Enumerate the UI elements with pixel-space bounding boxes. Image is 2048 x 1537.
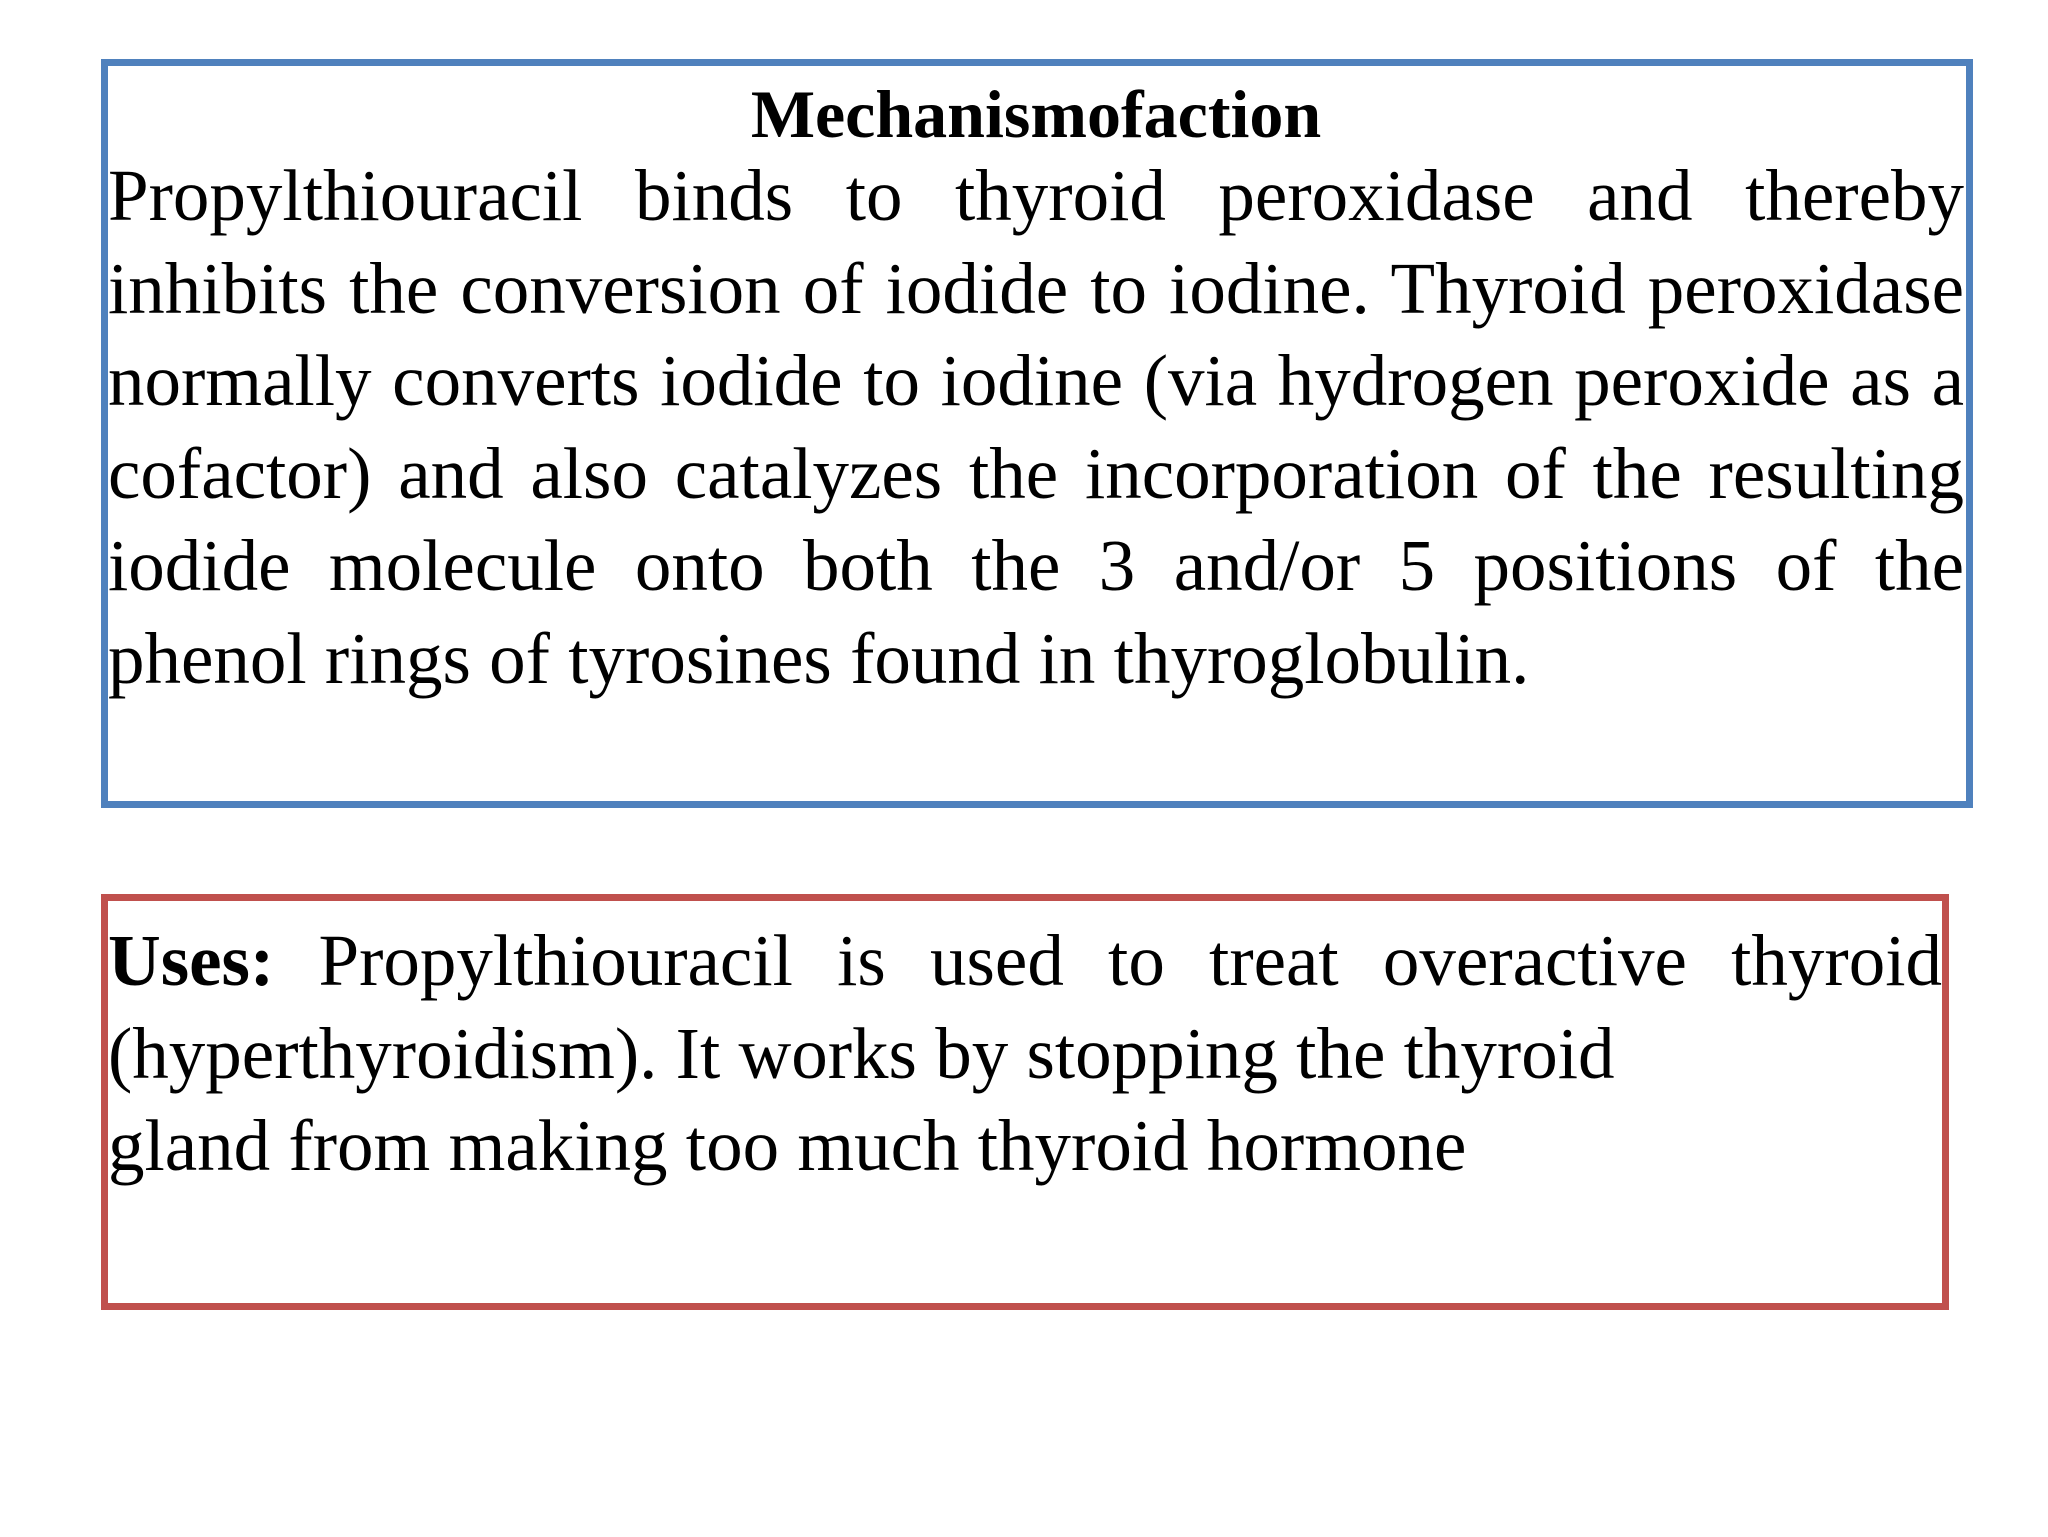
uses-box: [101, 894, 1949, 1310]
mechanism-of-action-box: [101, 59, 1973, 808]
uses-body: [108, 915, 1942, 1193]
uses-label: Uses:: [108, 920, 275, 1001]
uses-first-line: [108, 915, 1942, 1008]
uses-line-2: (hyperthyroidism). It works by stopping the thyroid: [108, 1012, 1615, 1094]
uses-line-3: gland from making too much thyroid hormone: [108, 1105, 1467, 1186]
mechanism-title: Mechanismofaction: [750, 76, 1322, 152]
uses-line-1: Propylthiouracil is used to treat overactive thyroid: [274, 920, 1942, 1001]
mechanism-body: Propylthiouracil binds to thyroid peroxidase and thereby inhibits the conversion of iodide to iodine. Thyroid peroxidase normally converts iodide to iodine (via hydrogen peroxide as a cofactor) and also catalyzes the incorporation of the resulting iodide molecule onto both the 3 and/or 5 positions of the phenol rings of tyrosines found in thyroglobulin.: [108, 155, 1964, 699]
